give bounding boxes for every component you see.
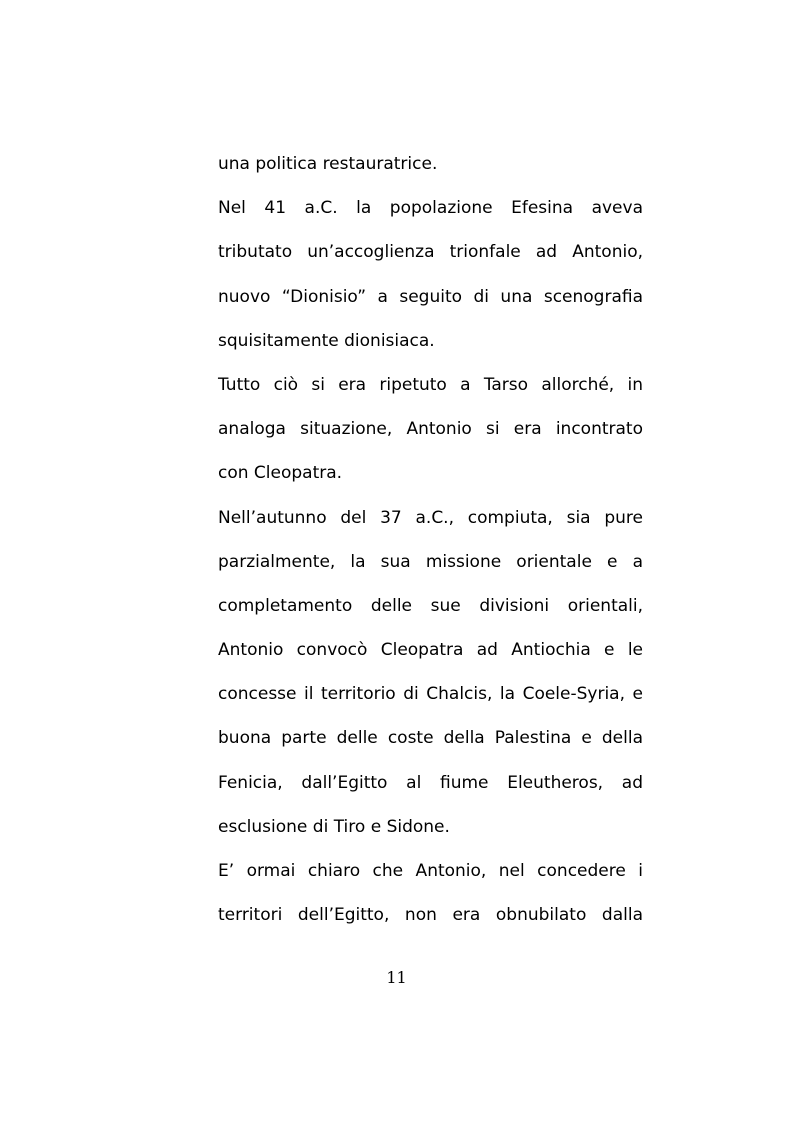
text-line: una politica restauratrice. — [218, 154, 438, 174]
text-line: nuovo “Dionisio” a seguito di una scenografia — [218, 286, 643, 307]
text-line: completamento delle sue divisioni orientali, — [218, 595, 643, 616]
text-line: tributato un’accoglienza trionfale ad Antonio, — [218, 242, 643, 263]
text-line: Fenicia, dall’Egitto al fiume Eleutheros, ad — [218, 772, 643, 793]
text-line: Nel 41 a.C. la popolazione Efesina aveva — [218, 198, 643, 219]
text-line: buona parte delle coste della Palestina e della — [218, 728, 643, 749]
text-line: E’ ormai chiaro che Antonio, nel concedere i — [218, 861, 643, 881]
text-line: territori dell’Egitto, non era obnubilato dalla — [218, 905, 643, 926]
text-line: Tutto ciò si era ripetuto a Tarso allorché, in — [218, 374, 643, 395]
body-text — [218, 147, 643, 942]
text-line: squisitamente dionisiaca. — [218, 330, 435, 351]
text-line: concesse il territorio di Chalcis, la Coele-Syria, e — [218, 684, 643, 705]
text-line: analoga situazione, Antonio si era incontrato — [218, 419, 643, 440]
text-line: con Cleopatra. — [218, 463, 343, 484]
text-line: Antonio convocò Cleopatra ad Antiochia e le — [218, 640, 643, 661]
text-line: parzialmente, la sua missione orientale e a — [218, 551, 643, 572]
page-number: 11 — [386, 968, 407, 987]
text-line: esclusione di Tiro e Sidone. — [218, 816, 450, 837]
text-line: Nell’autunno del 37 a.C., compiuta, sia pure — [218, 507, 643, 528]
